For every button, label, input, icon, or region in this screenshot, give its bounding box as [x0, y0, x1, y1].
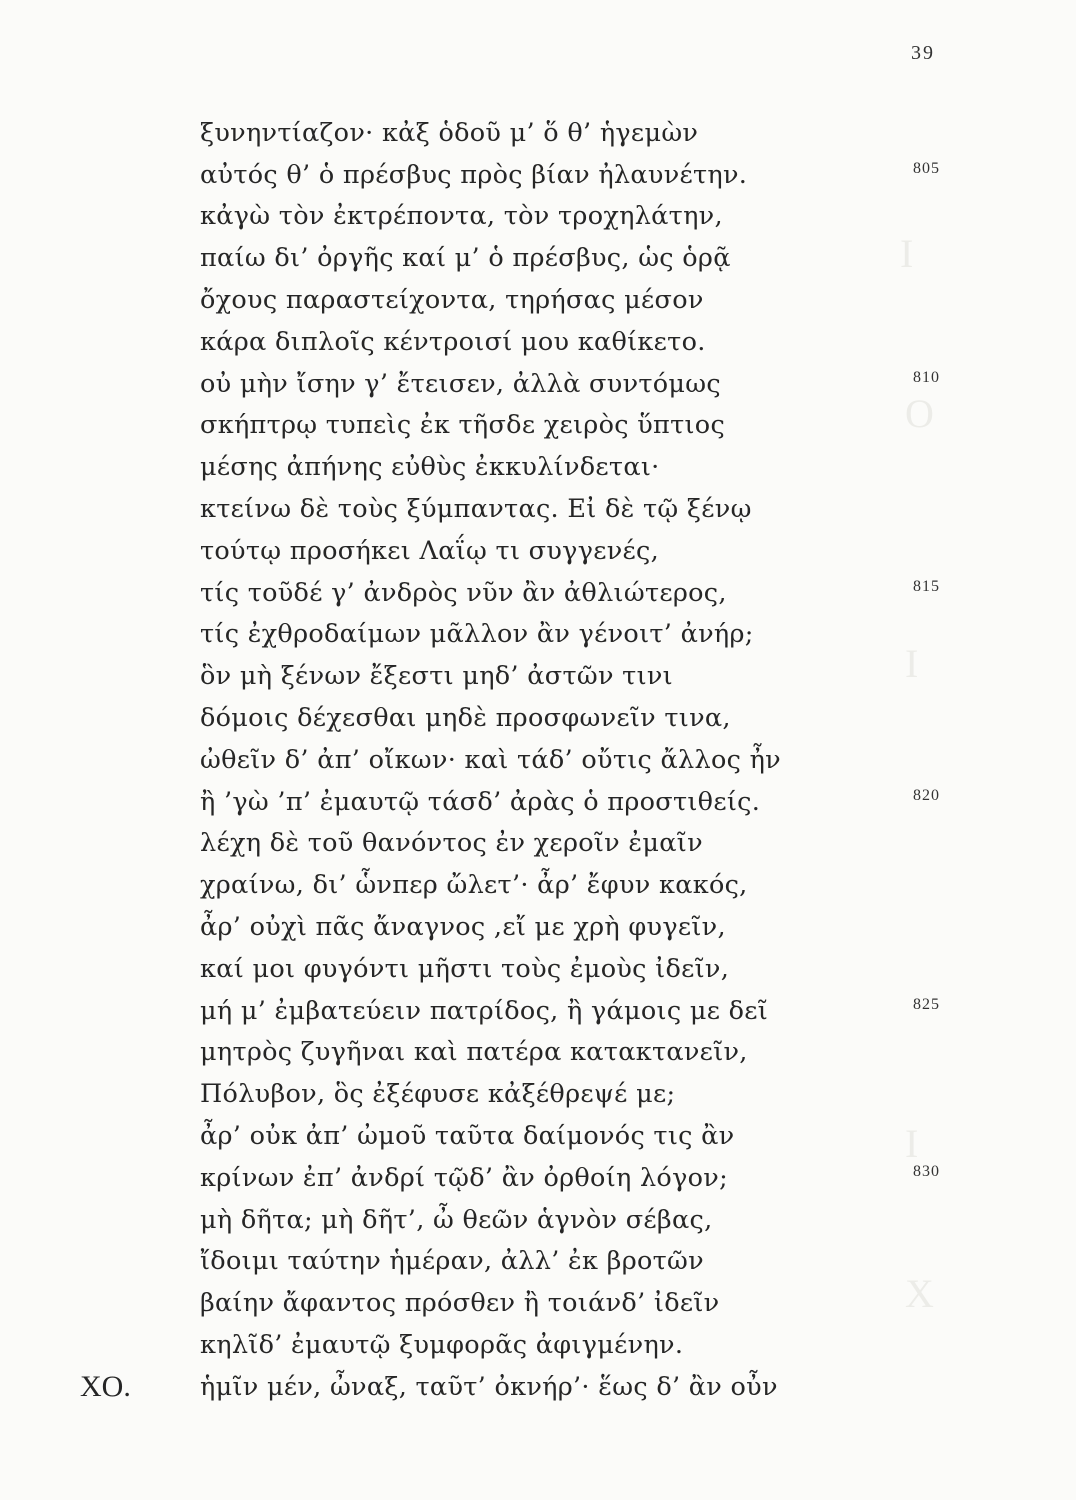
verse-line: [0, 530, 1076, 572]
verse-line: [0, 864, 1076, 906]
verse-text: Πόλυβον, ὃς ἐξέφυσε κἀξέθρεψέ με;: [200, 1079, 676, 1110]
verse-line: [0, 655, 1076, 697]
verse-text: κρίνων ἐπ’ ἀνδρί τῷδ’ ἂν ὀρθοίη λόγον;: [200, 1162, 728, 1193]
verse-line: [0, 237, 1076, 279]
bleed-through-mark: Ι: [905, 1121, 919, 1166]
verse-text: ξυνηντίαζον· κἀξ ὁδοῦ μ’ ὅ θ’ ἡγεμὼν: [200, 117, 699, 148]
speaker-label: ΧΟ.: [80, 1369, 131, 1403]
verse-text: ἴδοιμι ταύτην ἡμέραν, ἀλλ’ ἐκ βροτῶν: [200, 1246, 704, 1277]
verse-text: κτείνω δὲ τοὺς ξύμπαντας. Εἰ δὲ τῷ ξένῳ: [200, 493, 752, 524]
line-number: 825: [913, 995, 940, 1013]
verse-line: [0, 1241, 1076, 1283]
line-number: 810: [913, 368, 940, 386]
verse-text: ἆρ’ οὐκ ἀπ’ ὠμοῦ ταῦτα δαίμονός τις ἂν: [200, 1120, 735, 1151]
verse-text: βαίην ἄφαντος πρόσθεν ἢ τοιάνδ’ ἰδεῖν: [200, 1288, 720, 1319]
line-number: 815: [913, 577, 940, 595]
verse-text: παίω δι’ ὀργῆς καί μ’ ὁ πρέσβυς, ὡς ὁρᾷ: [200, 243, 731, 274]
verse-line: [0, 446, 1076, 488]
bleed-through-mark: Ι: [900, 231, 914, 276]
verse-line: [0, 781, 1076, 823]
verse-text: ὄχους παραστείχοντα, τηρήσας μέσον: [200, 284, 704, 315]
line-number: 820: [913, 786, 940, 804]
verse-text: αὐτός θ’ ὁ πρέσβυς πρὸς βίαν ἠλαυνέτην.: [200, 159, 748, 190]
verse-text: κάρα διπλοῖς κέντροισί μου καθίκετο.: [200, 326, 706, 357]
verse-text: μέσης ἀπήνης εὐθὺς ἐκκυλίνδεται·: [200, 452, 660, 483]
verse-line: [0, 1199, 1076, 1241]
verse-line: [0, 279, 1076, 321]
verse-line: [0, 405, 1076, 447]
verse-text: ἆρ’ οὐχὶ πᾶς ἄναγνος ,εἴ με χρὴ φυγεῖν,: [200, 911, 726, 942]
verse-line: [0, 823, 1076, 865]
verse-block: [0, 112, 1076, 1408]
verse-line: [0, 1073, 1076, 1115]
verse-line: [0, 363, 1076, 405]
verse-text: ὠθεῖν δ’ ἀπ’ οἴκων· καὶ τάδ’ οὔτις ἄλλος ἦν: [200, 744, 781, 775]
verse-text: μητρὸς ζυγῆναι καὶ πατέρα κατακτανεῖν,: [200, 1037, 748, 1068]
verse-text: τούτῳ προσήκει Λαΐῳ τι συγγενές,: [200, 535, 660, 566]
verse-text: καί μοι φυγόντι μῆστι τοὺς ἐμοὺς ἰδεῖν,: [200, 953, 730, 984]
verse-text: ἡμῖν μέν, ὦναξ, ταῦτ’ ὀκνήρ’· ἕως δ’ ἂν οὖν: [200, 1371, 778, 1402]
bleed-through-mark: Ο: [905, 391, 934, 436]
verse-line: [0, 196, 1076, 238]
verse-line: [0, 1324, 1076, 1366]
verse-line: [0, 948, 1076, 990]
verse-line: [0, 321, 1076, 363]
bleed-through-mark: Χ: [905, 1271, 934, 1316]
verse-text: μή μ’ ἐμβατεύειν πατρίδος, ἢ γάμοις με δεῖ: [200, 995, 769, 1026]
verse-text: λέχη δὲ τοῦ θανόντος ἐν χεροῖν ἐμαῖν: [200, 828, 703, 859]
line-number: 830: [913, 1162, 940, 1180]
verse-text: δόμοις δέχεσθαι μηδὲ προσφωνεῖν τινα,: [200, 702, 731, 733]
verse-line: [0, 1157, 1076, 1199]
verse-line: [0, 1115, 1076, 1157]
verse-line: [0, 112, 1076, 154]
verse-text: τίς ἐχθροδαίμων μᾶλλον ἂν γένοιτ’ ἀνήρ;: [200, 619, 754, 650]
verse-line: [0, 739, 1076, 781]
verse-text: οὐ μὴν ἴσην γ’ ἔτεισεν, ἀλλὰ συντόμως: [200, 368, 721, 399]
verse-text: ὃν μὴ ξένων ἔξεστι μηδ’ ἀστῶν τινι: [200, 661, 673, 692]
verse-text: τίς τοῦδέ γ’ ἀνδρὸς νῦν ἂν ἀθλιώτερος,: [200, 577, 727, 608]
verse-line: [0, 572, 1076, 614]
verse-line: [0, 1032, 1076, 1074]
verse-text: ἢ ’γὼ ’π’ ἐμαυτῷ τάσδ’ ἀρὰς ὁ προστιθείς.: [200, 786, 761, 817]
verse-line: [0, 1366, 1076, 1408]
verse-text: χραίνω, δι’ ὧνπερ ὤλετ’· ἆρ’ ἔφυν κακός,: [200, 870, 748, 901]
verse-line: [0, 154, 1076, 196]
verse-line: [0, 697, 1076, 739]
verse-line: [0, 990, 1076, 1032]
verse-line: [0, 488, 1076, 530]
verse-line: [0, 614, 1076, 656]
verse-text: σκήπτρῳ τυπεὶς ἐκ τῆσδε χειρὸς ὕπτιος: [200, 410, 726, 441]
page-number: 39: [911, 42, 935, 64]
verse-text: κἀγὼ τὸν ἐκτρέποντα, τὸν τροχηλάτην,: [200, 201, 723, 232]
verse-text: κηλῖδ’ ἐμαυτῷ ξυμφορᾶς ἀφιγμένην.: [200, 1329, 684, 1360]
verse-line: [0, 1282, 1076, 1324]
line-number: 805: [913, 159, 940, 177]
verse-line: [0, 906, 1076, 948]
verse-text: μὴ δῆτα; μὴ δῆτ’, ὦ θεῶν ἁγνὸν σέβας,: [200, 1204, 713, 1235]
bleed-through-mark: Ι: [905, 641, 919, 686]
